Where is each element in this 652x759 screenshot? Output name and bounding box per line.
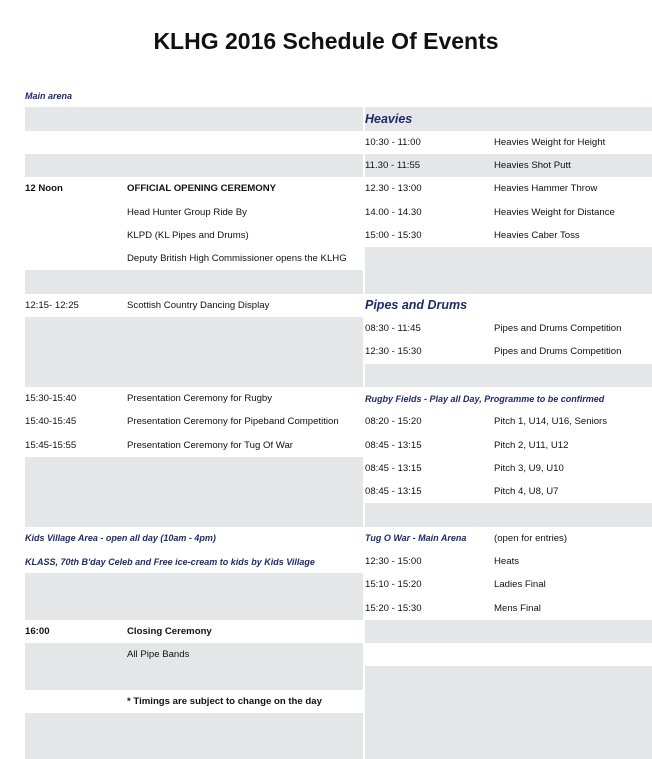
table-row [25, 620, 652, 643]
pipes-heading: Pipes and Drums [365, 298, 468, 313]
table-row [25, 224, 652, 247]
table-row [25, 736, 652, 759]
heavies-event: Heavies Weight for Height [494, 136, 606, 148]
pipes-event: Pipes and Drums Competition [494, 323, 622, 335]
dancing-label: Scottish Country Dancing Display [127, 299, 270, 311]
rugby-time: 08:45 - 13:15 [365, 462, 422, 474]
table-row [25, 410, 652, 433]
heavies-event: Heavies Weight for Distance [494, 206, 615, 218]
table-row [25, 131, 652, 154]
schedule-table [25, 84, 652, 759]
opening-item: Deputy British High Commissioner opens the KLHG [127, 253, 347, 265]
pipes-time: 12:30 - 15:30 [365, 346, 422, 358]
table-row [25, 154, 652, 177]
closing-time: 16:00 [25, 625, 50, 637]
table-row [25, 317, 652, 340]
rugby-pitch: Pitch 4, U8, U7 [494, 486, 559, 498]
table-row [25, 177, 652, 200]
table-row [25, 597, 652, 620]
heavies-event: Heavies Caber Toss [494, 229, 580, 241]
main-arena-label: Main arena [25, 90, 73, 101]
opening-time: 12 Noon [25, 183, 63, 195]
rugby-pitch: Pitch 3, U9, U10 [494, 462, 564, 474]
tug-event: Ladies Final [494, 579, 546, 591]
page-title: KLHG 2016 Schedule Of Events [153, 28, 499, 54]
tug-event: Heats [494, 556, 520, 568]
table-row [25, 527, 652, 550]
rugby-time: 08:45 - 13:15 [365, 486, 422, 498]
presentation-time: 15:30-15:40 [25, 393, 77, 404]
pipes-time: 08:30 - 11:45 [365, 323, 421, 335]
table-row [25, 247, 652, 270]
table-row [25, 713, 652, 736]
rugby-pitch: Pitch 1, U14, U16, Seniors [494, 416, 608, 428]
tug-time: 12:30 - 15:00 [365, 556, 422, 568]
table-row [25, 84, 652, 107]
table-row [25, 457, 652, 480]
heavies-event: Heavies Hammer Throw [494, 183, 598, 195]
presentation-time: 15:40-15:45 [25, 416, 77, 428]
tug-time: 15:20 - 15:30 [365, 602, 422, 614]
table-row [25, 573, 652, 596]
table-row [25, 340, 652, 363]
table-row [25, 200, 652, 223]
table-row [25, 270, 652, 293]
rugby-pitch: Pitch 2, U11, U12 [494, 439, 569, 451]
kids-village-label: Kids Village Area - open all day (10am - 4pm) [25, 533, 216, 544]
table-row [25, 690, 652, 713]
klass-label: KLASS, 70th B'day Celeb and Free ice-cream to kids by Kids Village [25, 556, 315, 567]
table-row [25, 433, 652, 456]
table-row [25, 387, 652, 410]
heavies-time: 11.30 - 11:55 [365, 160, 421, 172]
tug-heading: Tug O War - Main Arena [365, 533, 467, 544]
heavies-time: 15:00 - 15:30 [365, 229, 422, 241]
rugby-time: 08:45 - 13:15 [365, 439, 422, 451]
dancing-time: 12:15- 12:25 [25, 299, 79, 311]
opening-item: KLPD (KL Pipes and Drums) [127, 229, 249, 241]
tug-event: Mens Final [494, 602, 541, 614]
heavies-time: 10:30 - 11:00 [365, 136, 421, 148]
timings-note: * Timings are subject to change on the day [127, 695, 322, 707]
heavies-time: 12.30 - 13:00 [365, 183, 422, 195]
opening-item: Head Hunter Group Ride By [127, 206, 247, 218]
pipes-event: Pipes and Drums Competition [494, 346, 622, 358]
table-row [25, 503, 652, 526]
closing-title: Closing Ceremony [127, 625, 212, 637]
heavies-event: Heavies Shot Putt [494, 160, 571, 172]
heavies-time: 14.00 - 14.30 [365, 206, 422, 218]
presentation-label: Presentation Ceremony for Rugby [127, 393, 273, 404]
table-row [25, 107, 652, 130]
rugby-time: 08:20 - 15:20 [365, 416, 422, 428]
table-row [25, 480, 652, 503]
heavies-heading: Heavies [365, 111, 413, 126]
table-row [25, 364, 652, 387]
presentation-label: Presentation Ceremony for Tug Of War [127, 439, 294, 451]
presentation-label: Presentation Ceremony for Pipeband Competition [127, 416, 339, 428]
table-row [25, 666, 652, 689]
rugby-heading: Rugby Fields - Play all Day, Programme to be confirmed [365, 393, 605, 404]
presentation-time: 15:45-15:55 [25, 439, 77, 451]
table-row [25, 550, 652, 573]
table-row [25, 643, 652, 666]
closing-item: All Pipe Bands [127, 649, 190, 661]
opening-title: OFFICIAL OPENING CEREMONY [127, 183, 277, 195]
tug-note: (open for entries) [494, 532, 568, 544]
tug-time: 15:10 - 15:20 [365, 579, 422, 591]
table-row [25, 294, 652, 317]
